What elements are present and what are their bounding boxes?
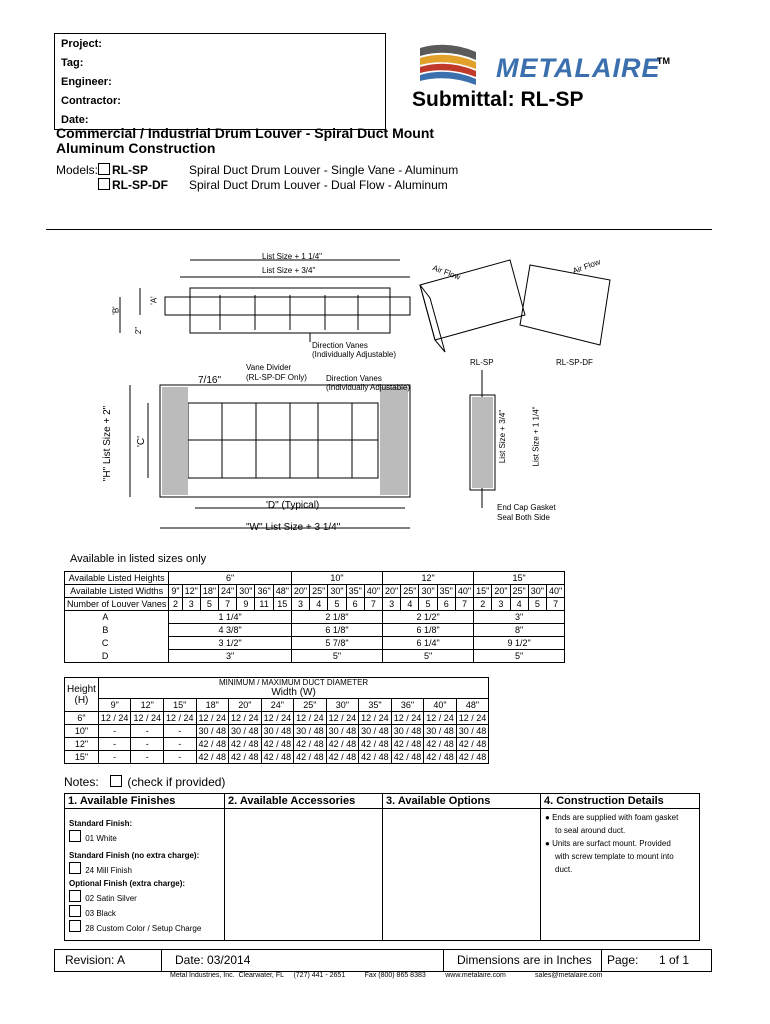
diam-cell: 42 / 48 [359,738,392,751]
company-info: Metal Industries, Inc. Clearwater, FL (727) 441 - 2651 Fax (800) 865 8383 www.metalaire.com sales@metalaire.com [170,972,603,979]
width-cell: 12" [182,585,200,598]
dim-cell: 3" [169,650,292,663]
diam-cell: - [131,725,164,738]
individually-front: (Individually Adjustable) [326,383,411,392]
vane-cell: 6 [346,598,364,611]
diam-cell: 42 / 48 [261,738,294,751]
vane-cell: 2 [474,598,492,611]
height-cell: 12" [383,572,474,585]
width-label: Width (W) [271,687,316,698]
rl-sp-df-label: RL-SP-DF [556,358,593,367]
diam-cell: 30 / 48 [196,725,229,738]
side-dim-2: List Size + 1 1/4" [531,406,541,467]
diam-cell: 30 / 48 [326,725,359,738]
vane-cell: 3 [492,598,510,611]
width-header: 9" [98,699,131,712]
rl-sp-label: RL-SP [470,358,494,367]
h-dimension: "H" List Size + 2" [102,405,114,482]
width-header: 25" [294,699,327,712]
vane-cell: 4 [510,598,528,611]
diam-cell: 12 / 24 [326,712,359,725]
width-header: 36" [391,699,424,712]
vane-cell: 11 [255,598,273,611]
mill-checkbox[interactable] [69,862,81,874]
direction-vanes-front: Direction Vanes [326,374,382,383]
detail-2a: Units are surfact mount. Provided [552,839,671,848]
direction-vanes-top: Direction Vanes [312,341,368,350]
construction-column: 4. Construction Details ● Ends are supplied with foam gasket to seal around duct. ● Units are surfact mount. Provided with screw template to mount into duct. [541,794,699,940]
mill-label: 24 Mill Finish [85,866,132,875]
width-header: 15" [163,699,196,712]
diam-cell: 12 / 24 [424,712,457,725]
std-finish-label: Standard Finish: [69,819,133,828]
width-cell: 20" [383,585,401,598]
dim-cell: 2 1/8" [291,611,382,624]
notes-checkbox[interactable] [110,775,122,787]
models-section [56,163,98,177]
model-code: RL-SP-DF [112,178,168,192]
c-dimension: 'C' [136,435,148,448]
d-dimension: 'D" (Typical) [266,500,320,511]
diam-cell: 30 / 48 [456,725,489,738]
row-height: 12" [65,738,99,751]
dim-cell: 5" [383,650,474,663]
dim-cell: 3 1/2" [169,637,292,650]
notes-check-text: (check if provided) [127,775,226,789]
accessories-column [225,794,383,940]
silver-label: 02 Satin Silver [85,894,137,903]
rl-sp-checkbox[interactable] [98,163,110,175]
diam-cell: 42 / 48 [196,738,229,751]
h-label: (H) [74,694,89,706]
page-number: 1 of 1 [659,953,690,967]
sizes-note: Available in listed sizes only [70,553,207,565]
width-cell: 25" [401,585,419,598]
options-column [383,794,541,940]
width-cell: 20" [291,585,309,598]
width-cell: 35" [437,585,455,598]
diam-cell: 42 / 48 [456,751,489,764]
duct-diameter-table [64,677,489,764]
dim-cell: 9 1/2" [474,637,565,650]
notes-box [64,793,700,941]
date-label: Date: [61,114,89,126]
divider [46,229,712,230]
dim-key: B [65,624,169,637]
width-cell: 30" [328,585,346,598]
footer-bar [54,949,712,972]
diam-cell: 42 / 48 [261,751,294,764]
width-header: 18" [196,699,229,712]
width-cell: 40" [364,585,382,598]
diam-cell: 42 / 48 [229,738,262,751]
model-codes [98,163,168,193]
dim-b: 'B' [111,306,121,315]
height-label: Height [67,683,96,695]
diam-cell: 42 / 48 [456,738,489,751]
model-desc: Spiral Duct Drum Louver - Single Vane - Aluminum [189,163,459,177]
row-label: Number of Louver Vanes [65,598,169,611]
diam-cell: 42 / 48 [424,751,457,764]
project-label: Project: [61,38,102,50]
dim-cell: 2 1/2" [383,611,474,624]
row-label: Available Listed Widths [65,585,169,598]
diam-cell: 12 / 24 [131,712,164,725]
vane-cell: 4 [310,598,328,611]
diam-cell: 42 / 48 [326,751,359,764]
dim-cell: 6 1/8" [291,624,382,637]
rl-sp-df-checkbox[interactable] [98,178,110,190]
diam-cell: 12 / 24 [98,712,131,725]
dim-cell: 6 1/4" [383,637,474,650]
width-cell: 48" [273,585,291,598]
width-cell: 35" [346,585,364,598]
width-cell: 18" [200,585,218,598]
silver-checkbox[interactable] [69,890,81,902]
list-size-2: List Size + 3/4" [262,266,316,275]
std-no-charge-label: Standard Finish (no extra charge): [69,851,200,860]
custom-checkbox[interactable] [69,920,81,932]
vane-cell: 6 [437,598,455,611]
dimensions-note: Dimensions are in Inches [457,953,592,967]
diam-cell: 12 / 24 [163,712,196,725]
contractor-label: Contractor: [61,95,121,107]
diam-cell: 42 / 48 [391,751,424,764]
w-dimension: "W" List Size + 3 1/4" [246,522,341,533]
diam-cell: - [163,725,196,738]
vane-cell: 5 [419,598,437,611]
diam-cell: 12 / 24 [456,712,489,725]
vane-divider-sub: (RL-SP-DF Only) [246,373,307,382]
title-line-2: Aluminum Construction [56,140,216,156]
width-cell: 30" [528,585,546,598]
project-info-box [54,33,386,130]
diam-cell: 12 / 24 [294,712,327,725]
detail-2c: duct. [555,865,573,874]
vane-cell: 3 [182,598,200,611]
black-checkbox[interactable] [69,905,81,917]
height-cell: 10" [291,572,382,585]
diam-cell: 42 / 48 [326,738,359,751]
construction-header: 4. Construction Details [541,794,699,809]
vane-cell: 15 [273,598,291,611]
row-label: Available Listed Heights [65,572,169,585]
diam-cell: 42 / 48 [424,738,457,751]
diam-cell: 42 / 48 [391,738,424,751]
dim-cell: 5" [474,650,565,663]
vane-cell: 3 [383,598,401,611]
model-descriptions [189,163,458,193]
list-size-1: List Size + 1 1/4" [262,252,322,261]
vane-cell: 5 [328,598,346,611]
width-cell: 25" [510,585,528,598]
white-checkbox[interactable] [69,830,81,842]
sizes-table [64,571,565,663]
optional-finish-label: Optional Finish (extra charge): [69,879,186,888]
dim-key: A [65,611,169,624]
finishes-column [65,794,225,940]
diam-cell: - [131,738,164,751]
dim-key: D [65,650,169,663]
diam-cell: 12 / 24 [229,712,262,725]
diam-cell: 42 / 48 [294,738,327,751]
metalaire-logo [418,44,498,90]
width-header: 30" [326,699,359,712]
finishes-header: 1. Available Finishes [65,794,224,809]
vane-cell: 9 [237,598,255,611]
footer-divider [601,950,602,971]
models-label: Models: [56,163,99,177]
notes-header [64,775,225,789]
diam-cell: 30 / 48 [294,725,327,738]
dim-2: 2" [134,326,144,335]
diam-cell: 30 / 48 [261,725,294,738]
diam-cell: - [98,751,131,764]
diam-cell: 12 / 24 [359,712,392,725]
width-cell: 30" [419,585,437,598]
footer-divider [443,950,444,971]
diam-cell: 30 / 48 [424,725,457,738]
width-cell: 20" [492,585,510,598]
page-label: Page: [607,953,639,967]
dim-cell: 4 3/8" [169,624,292,637]
diam-cell: 30 / 48 [391,725,424,738]
trademark: TM [657,56,670,66]
width-cell: 36" [255,585,273,598]
diam-cell: - [131,751,164,764]
dim-cell: 5" [291,650,382,663]
diam-cell: 42 / 48 [359,751,392,764]
detail-2b: with screw template to mount into [555,852,674,861]
gasket-label-2: Seal Both Side [497,513,550,522]
dim-cell: 1 1/4" [169,611,292,624]
width-cell: 24" [219,585,237,598]
width-header: 24" [261,699,294,712]
vane-cell: 3 [291,598,309,611]
width-cell: 40" [455,585,473,598]
width-cell: 15" [474,585,492,598]
width-cell: 30" [237,585,255,598]
engineer-label: Engineer: [61,76,112,88]
dim-key: C [65,637,169,650]
air-flow-2: Air Flow [571,257,602,276]
width-cell: 9" [169,585,182,598]
side-dim-1: List Size + 3/4" [498,409,508,464]
width-header: 35" [359,699,392,712]
individually-top: (Individually Adjustable) [312,350,397,359]
vane-cell: 7 [455,598,473,611]
diam-cell: 12 / 24 [391,712,424,725]
width-header: 20" [229,699,262,712]
model-code: RL-SP [112,163,148,177]
detail-1a: Ends are supplied with foam gasket [552,813,679,822]
row-height: 10" [65,725,99,738]
title-line-1: Commercial / Industrial Drum Louver - Spiral Duct Mount [56,125,435,141]
diam-cell: 30 / 48 [229,725,262,738]
air-flow-1: Air Flow [431,263,462,282]
diam-cell: 42 / 48 [196,751,229,764]
revision-date: Date: 03/2014 [175,953,251,967]
diam-cell: 42 / 48 [294,751,327,764]
diam-cell: 12 / 24 [261,712,294,725]
vane-cell: 2 [169,598,182,611]
vane-cell: 7 [364,598,382,611]
options-header: 3. Available Options [383,794,540,809]
width-header: 40" [424,699,457,712]
revision: Revision: A [65,953,126,967]
vane-cell: 5 [528,598,546,611]
width-header: 48" [456,699,489,712]
diam-cell: - [98,725,131,738]
dim-a: 'A' [149,296,159,305]
vane-cell: 7 [546,598,564,611]
diam-cell: - [163,751,196,764]
height-cell: 6" [169,572,292,585]
duct-title [98,678,488,699]
row-height: 15" [65,751,99,764]
seven-sixteen: 7/16" [198,375,222,386]
vane-cell: 4 [401,598,419,611]
height-cell: 15" [474,572,565,585]
vane-cell: 7 [219,598,237,611]
dim-cell: 6 1/8" [383,624,474,637]
dim-cell: 8" [474,624,565,637]
width-cell: 40" [546,585,564,598]
diam-cell: 30 / 48 [359,725,392,738]
diam-cell: - [98,738,131,751]
dim-cell: 5 7/8" [291,637,382,650]
product-title [56,126,434,156]
detail-1b: to seal around duct. [555,826,626,835]
brand-name: METALAIRE [496,53,661,83]
width-header: 12" [131,699,164,712]
vane-cell: 5 [200,598,218,611]
black-label: 03 Black [85,909,116,918]
accessories-header: 2. Available Accessories [225,794,382,809]
vane-divider: Vane Divider [246,363,292,372]
diam-cell: 42 / 48 [229,751,262,764]
submittal-title: Submittal: RL-SP [412,88,584,111]
height-header [65,678,99,712]
width-cell: 25" [310,585,328,598]
model-desc: Spiral Duct Drum Louver - Dual Flow - Aluminum [189,178,448,192]
footer-divider [161,950,162,971]
diam-cell: - [163,738,196,751]
custom-label: 28 Custom Color / Setup Charge [85,924,202,933]
tag-label: Tag: [61,57,84,69]
white-label: 01 White [85,834,117,843]
diam-cell: 12 / 24 [196,712,229,725]
dim-cell: 3" [474,611,565,624]
notes-label: Notes: [64,775,99,789]
duct-title-text: MINIMUM / MAXIMUM DUCT DIAMETER [219,678,369,687]
gasket-label: End Cap Gasket [497,503,556,512]
row-height: 6" [65,712,99,725]
